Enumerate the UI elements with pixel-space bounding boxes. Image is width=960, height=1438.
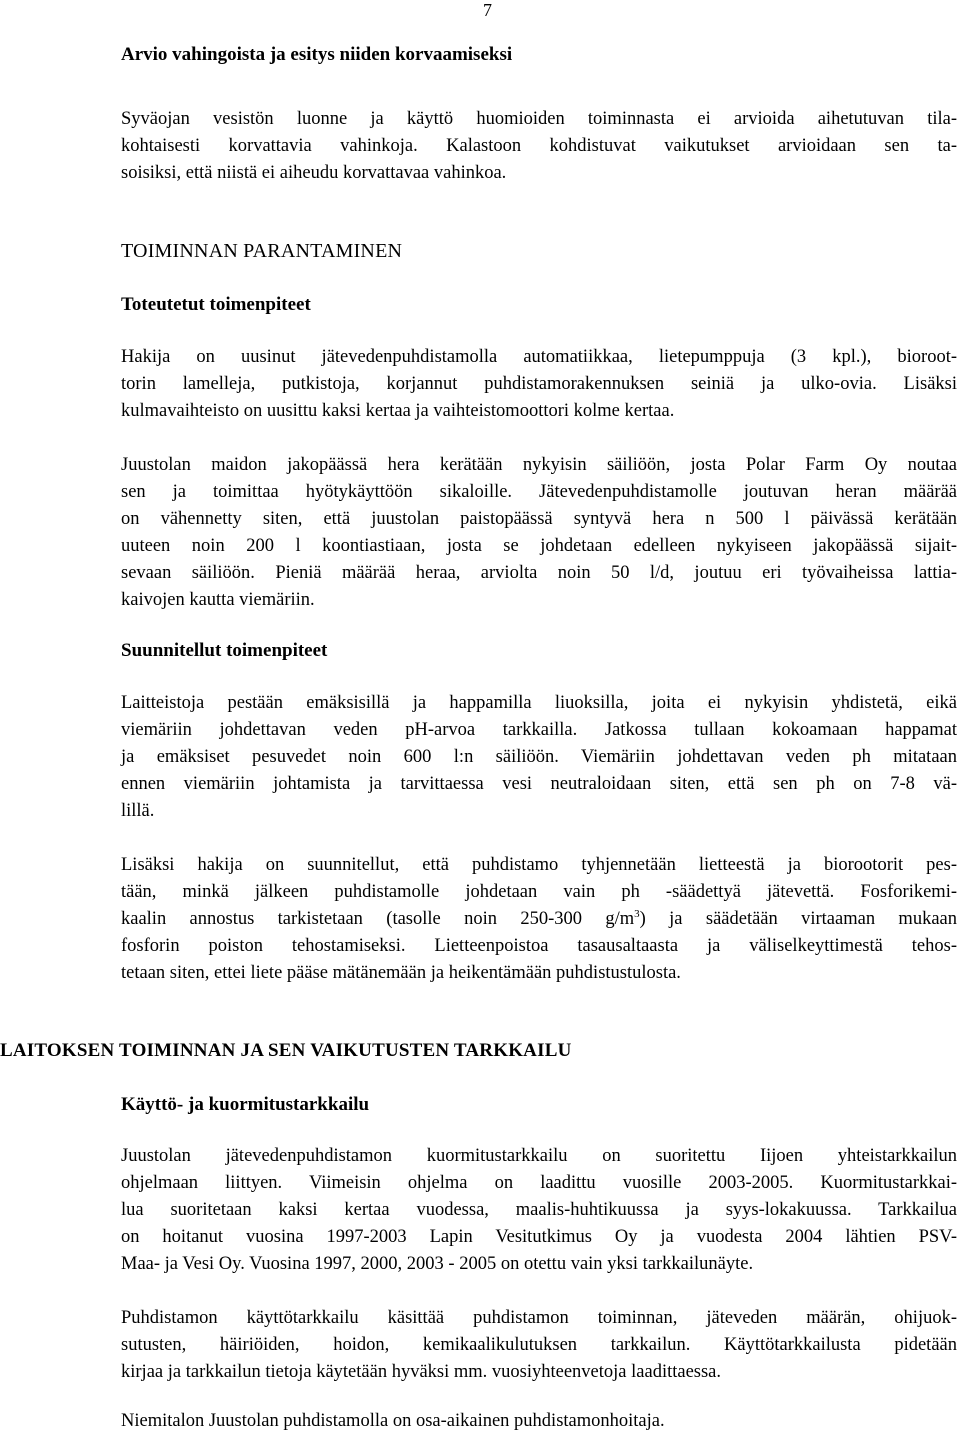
text-line: Laitteistoja pestään emäksisillä ja happamilla liuoksilla, joita ei nykyisin yhdistetä, eikä [121,693,957,713]
superscript: 3 [634,908,640,920]
text-line: kohtaisesti korvattavia vahinkoja. Kalastoon kohdistuvat vaikutukset arvioidaan sen ta- [121,136,957,156]
paragraph-load-monitoring [121,1143,957,1278]
heading-toiminnan-parantaminen: TOIMINNAN PARANTAMINEN [121,240,403,262]
text-line: sen ja toimittaa hyötykäyttöön sikaloille. Jätevedenpuhdistamolle joutuvan heran määrää [121,482,957,502]
subheading-toteutetut-toimenpiteet: Toteutetut toimenpiteet [121,294,311,315]
text-segment: kaalin annostus tarkistetaan (tasolle noin 250-300 g/m [121,909,635,929]
paragraph-planned-sludge-removal [121,852,957,987]
text-line: on vähennetty siten, että juustolan paistopäässä syntyvä hera n 500 l päivässä kerätään [121,509,957,529]
text-line: Syväojan vesistön luonne ja käyttö huomioiden toiminnasta ei arvioida aihetutuvan tila- [121,109,957,129]
text-line: Lisäksi hakija on suunnitellut, että puhdistamo tyhjennetään lietteestä ja biorootorit pes- [121,855,957,875]
text-line: soisiksi, että niistä ei aiheudu korvattavaa vahinkoa. [121,163,507,183]
text-line: kaivojen kautta viemäriin. [121,590,315,610]
text-line: Juustolan jätevedenpuhdistamon kuormitustarkkailu on suoritettu Iijoen yhteistarkkailun [121,1146,957,1166]
text-line: lillä. [121,801,155,821]
text-line: Maa- ja Vesi Oy. Vuosina 1997, 2000, 2003 - 2005 on otettu vain yksi tarkkailunäyte. [121,1254,754,1274]
text-line: Hakija on uusinut jätevedenpuhdistamolla automatiikkaa, lietepumppuja (3 kpl.), bioroot- [121,347,957,367]
heading-laitoksen-tarkkailu: LAITOKSEN TOIMINNAN JA SEN VAIKUTUSTEN TARKKAILU [0,1040,572,1061]
text-line: uuteen noin 200 l koontiastiaan, josta se johdetaan edelleen nykyiseen jakopäässä sijait- [121,536,957,556]
text-line: ohjelmaan liittyen. Viimeisin ohjelma on laadittu vuosille 2003-2005. Kuormitustarkkai- [121,1173,957,1193]
section-title-damage-assessment: Arvio vahingoista ja esitys niiden korvaamiseksi [121,44,513,65]
paragraph-planned-washing-waters [121,690,957,825]
page-number: 7 [483,0,492,20]
text-line: Puhdistamon käyttötarkkailu käsittää puhdistamon toiminnan, jäteveden määrän, ohijuok- [121,1308,957,1328]
subheading-kaytto-ja-kuormitustarkkailu: Käyttö- ja kuormitustarkkailu [121,1094,370,1115]
text-line: on hoitanut vuosina 1997-2003 Lapin Vesitutkimus Oy ja vuodesta 2004 lähtien PSV- [121,1227,957,1247]
subheading-suunnitellut-toimenpiteet: Suunnitellut toimenpiteet [121,640,328,661]
text-line: sutusten, häiriöiden, hoidon, kemikaalikulutuksen tarkkailun. Käyttötarkkailusta pidetään [121,1335,957,1355]
text-line: Niemitalon Juustolan puhdistamolla on osa-aikainen puhdistamonhoitaja. [121,1411,665,1431]
paragraph-operational-monitoring [121,1305,957,1386]
text-line: ja emäksiset pesuvedet noin 600 l:n säiliöön. Viemäriin johdettavan veden ph mitataan [121,747,957,767]
text-line: tetaan siten, ettei liete pääse mätänemään ja heikentämään puhdistustulosta. [121,963,681,983]
text-line: Juustolan maidon jakopäässä hera kerätään nykyisin säiliöön, josta Polar Farm Oy noutaa [121,455,957,475]
paragraph-damage-assessment [121,106,957,187]
text-line: kirjaa ja tarkkailun tietoja käytetään hyväksi mm. vuosiyhteenvetoja laadittaessa. [121,1362,722,1382]
text-line: fosforin poiston tehostamiseksi. Lietteenpoistoa tasausaltaasta ja väliselkeyttimestä tehos- [121,936,957,956]
text-line [121,906,957,933]
text-line: viemäriin johdettavan veden pH-arvoa tarkkailla. Jatkossa tullaan kokoamaan happamat [121,720,957,740]
text-line: torin lamelleja, putkistoja, korjannut puhdistamorakennuksen seiniä ja ulko-ovia. Lisäksi [121,374,957,394]
text-line: ennen viemäriin johtamista ja tarvittaessa vesi neutraloidaan siten, että sen ph on 7-8 vä- [121,774,957,794]
text-line: kulmavaihteisto on uusittu kaksi kertaa ja vaihteistomoottori kolme kertaa. [121,401,675,421]
text-segment: ) ja säädetään virtaaman mukaan [639,909,957,929]
paragraph-implemented-measures [121,344,957,425]
paragraph-whey-collection [121,452,957,614]
text-line: lua suoritetaan kaksi kertaa vuodessa, maalis-huhtikuussa ja syys-lokakuussa. Tarkkailua [121,1200,957,1220]
paragraph-plant-operator [121,1408,957,1435]
text-line: tään, minkä jälkeen puhdistamolle johdetaan vain ph -säädettyä jätevettä. Fosforikemi- [121,882,957,902]
text-line: sevaan säiliöön. Pieniä määrää heraa, arviolta noin 50 l/d, joutuu eri työvaiheissa lattia- [121,563,957,583]
